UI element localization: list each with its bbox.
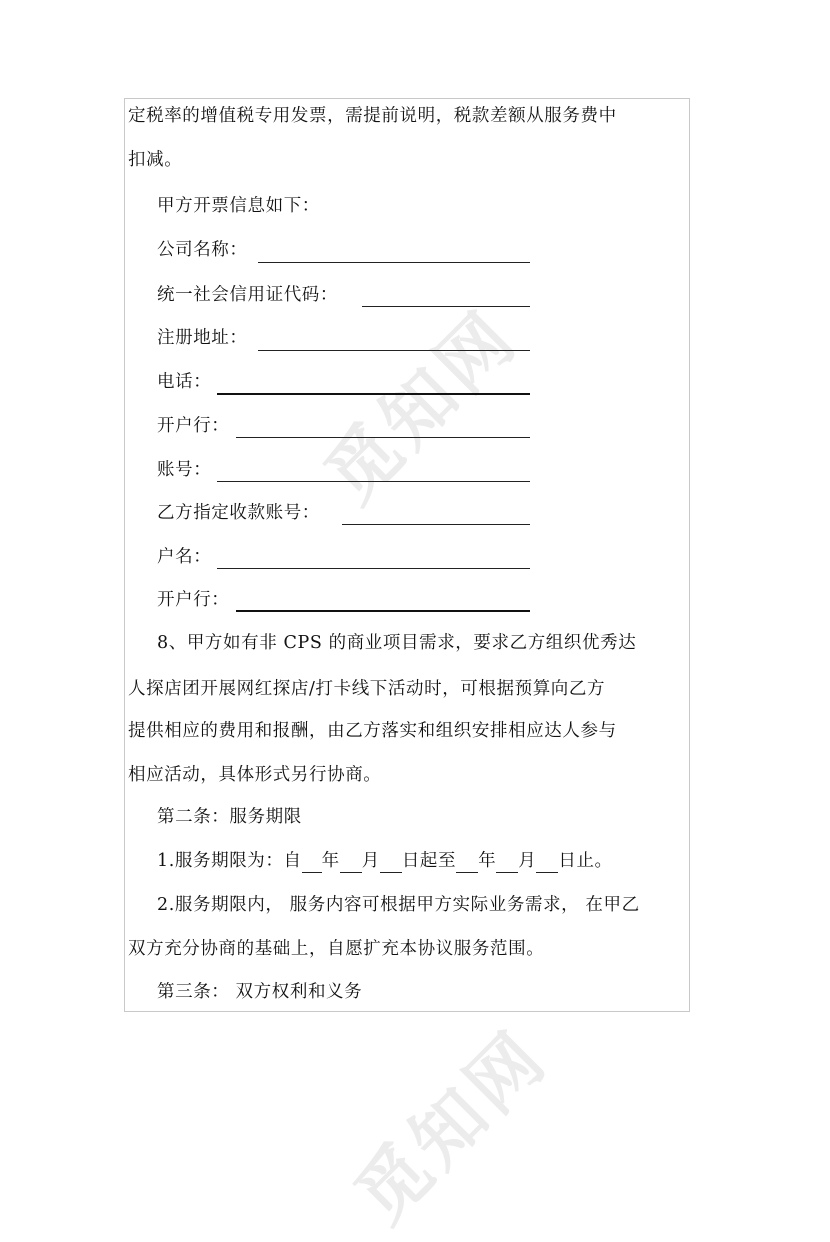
clause-8-line: 提供相应的费用和报酬，由乙方落实和组织安排相应达人参与 bbox=[128, 721, 617, 741]
watermark: 觅知网 bbox=[338, 1013, 564, 1239]
clause-8-line: 相应活动，具体形式另行协商。 bbox=[128, 765, 382, 785]
month-label: 月 bbox=[361, 851, 380, 871]
term-clause-line: 2.服务期限内， 服务内容可根据甲方实际业务需求， 在甲乙 bbox=[157, 895, 640, 915]
phone-label: 电话： bbox=[157, 372, 212, 392]
day-label: 日止。 bbox=[558, 851, 613, 871]
account-name-blank[interactable] bbox=[217, 568, 530, 569]
invoice-info-heading: 甲方开票信息如下： bbox=[157, 196, 320, 216]
company-name-label: 公司名称： bbox=[157, 240, 248, 260]
article-3-heading: 第三条： 双方权利和义务 bbox=[157, 982, 363, 1002]
bank-label: 开户行： bbox=[157, 416, 230, 436]
month-blank[interactable] bbox=[496, 854, 518, 873]
month-blank[interactable] bbox=[340, 854, 362, 873]
watermark: 觅知网 bbox=[308, 293, 534, 519]
year-label: 年 bbox=[321, 851, 340, 871]
account-label: 账号： bbox=[157, 460, 212, 480]
bank2-label: 开户行： bbox=[157, 590, 230, 610]
yifang-account-label: 乙方指定收款账号： bbox=[157, 503, 320, 523]
month-label: 月 bbox=[518, 851, 537, 871]
term-line bbox=[157, 849, 613, 873]
company-name-blank[interactable] bbox=[258, 262, 530, 263]
yifang-account-blank[interactable] bbox=[342, 524, 530, 525]
term-clause-line: 双方充分协商的基础上，自愿扩充本协议服务范围。 bbox=[128, 939, 545, 959]
year-blank[interactable] bbox=[456, 854, 478, 873]
day-label: 日起至 bbox=[401, 851, 457, 871]
year-label: 年 bbox=[478, 851, 497, 871]
clause-8-line: 8、甲方如有非 CPS 的商业项目需求，要求乙方组织优秀达 bbox=[157, 633, 637, 653]
account-blank[interactable] bbox=[217, 481, 530, 482]
phone-blank[interactable] bbox=[217, 393, 530, 395]
day-blank[interactable] bbox=[380, 854, 402, 873]
article-2-heading: 第二条：服务期限 bbox=[157, 807, 302, 827]
reg-address-blank[interactable] bbox=[258, 350, 530, 351]
account-name-label: 户名： bbox=[157, 547, 212, 567]
year-blank[interactable] bbox=[302, 854, 322, 873]
day-blank[interactable] bbox=[536, 854, 558, 873]
bank2-blank[interactable] bbox=[236, 610, 530, 612]
term-prefix: 1.服务期限为：自 bbox=[157, 851, 302, 871]
paragraph-line: 定税率的增值税专用发票，需提前说明，税款差额从服务费中 bbox=[128, 106, 617, 126]
clause-8-line: 人探店团开展网红探店/打卡线下活动时，可根据预算向乙方 bbox=[128, 679, 606, 699]
credit-code-blank[interactable] bbox=[362, 306, 530, 307]
reg-address-label: 注册地址： bbox=[157, 328, 248, 348]
bank-blank[interactable] bbox=[236, 437, 530, 438]
credit-code-label: 统一社会信用证代码： bbox=[157, 285, 338, 305]
paragraph-line: 扣减。 bbox=[128, 150, 183, 170]
